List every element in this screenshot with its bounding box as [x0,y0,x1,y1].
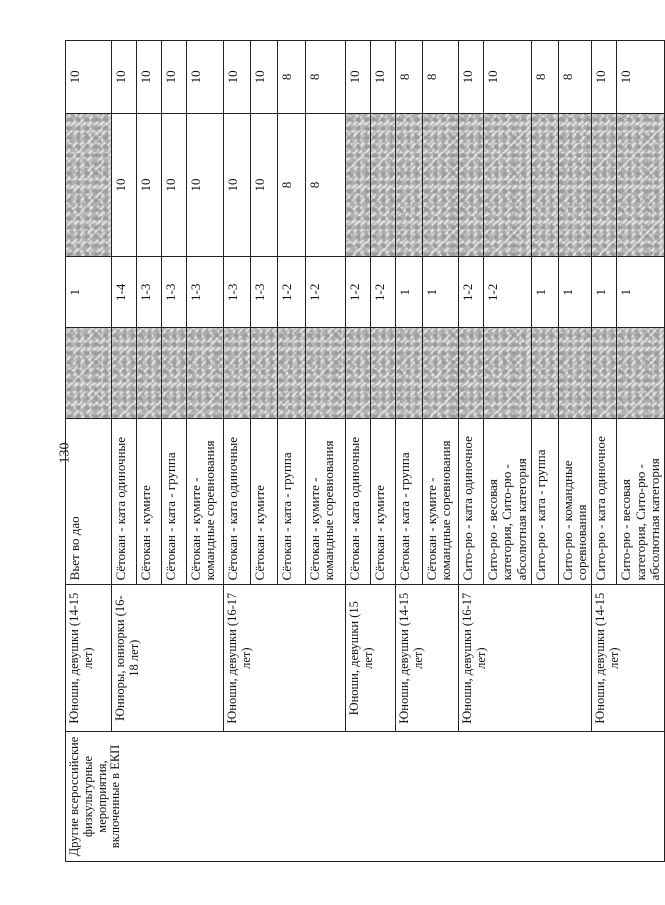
shaded-cell [484,328,532,419]
age-group-cell: Юниоры, юниорки (16-18 лет) [112,585,224,732]
count-cell: 8 [278,113,306,257]
places-cell: 1 [558,257,592,328]
shaded-cell [112,328,137,419]
places-cell: 1-2 [459,257,484,328]
shaded-cell [558,328,592,419]
shaded-cell [617,328,665,419]
discipline-cell: Сито-рю - ката одиночное [592,419,617,585]
total-cell: 8 [423,41,459,114]
shaded-cell [459,328,484,419]
age-group-cell: Юноши, девушки (16-17 лет) [459,585,592,732]
total-cell: 10 [617,41,665,114]
shaded-cell [396,328,423,419]
shaded-cell [66,328,112,419]
shaded-cell [592,328,617,419]
count-cell: 10 [187,113,224,257]
discipline-cell: Сётокан - кумите - командные соревнования [187,419,224,585]
discipline-cell: Сётокан - ката - группа [162,419,187,585]
places-cell: 1-2 [484,257,532,328]
places-cell: 1-2 [371,257,396,328]
discipline-cell: Сётокан - ката одиночные [224,419,251,585]
total-cell: 8 [396,41,423,114]
age-group-cell: Юноши, девушки (14-15 лет) [592,585,665,732]
places-cell: 1 [66,257,112,328]
count-cell [396,113,423,257]
discipline-cell: Сётокан - ката одиночные [112,419,137,585]
count-cell [459,113,484,257]
shaded-cell [187,328,224,419]
places-cell: 1 [617,257,665,328]
places-cell: 1 [592,257,617,328]
total-cell: 8 [531,41,558,114]
total-cell: 10 [187,41,224,114]
age-group-cell: Юноши, девушки (14-15 лет) [66,585,112,732]
count-cell: 10 [224,113,251,257]
count-cell [592,113,617,257]
discipline-cell: Сётокан - кумите - командные соревнования [306,419,346,585]
discipline-cell: Сётокан - ката одиночные [346,419,371,585]
schedule-table-rotated [65,40,663,862]
total-cell: 10 [112,41,137,114]
count-cell [346,113,371,257]
discipline-cell: Сётокан - кумите [137,419,162,585]
count-cell [423,113,459,257]
shaded-cell [306,328,346,419]
total-cell: 10 [137,41,162,114]
total-cell: 10 [224,41,251,114]
places-cell: 1-2 [346,257,371,328]
page-number: 130 [57,442,72,464]
discipline-cell: Сито-рю - весовая категория, Сито-рю - абсолютная категория [617,419,665,585]
count-cell: 8 [306,113,346,257]
shaded-cell [224,328,251,419]
shaded-cell [423,328,459,419]
age-group-cell: Юноши, девушки (16-17 лет) [224,585,346,732]
shaded-cell [251,328,278,419]
total-cell: 8 [306,41,346,114]
total-cell: 10 [592,41,617,114]
total-cell: 10 [346,41,371,114]
places-cell: 1-2 [278,257,306,328]
event-level-cell: Другие всероссийские физкультурные мероприятия, включенные в ЕКП [66,731,665,861]
discipline-cell: Сётокан - ката - группа [396,419,423,585]
discipline-cell: Сито-рю - ката - группа [531,419,558,585]
total-cell: 8 [278,41,306,114]
places-cell: 1-4 [112,257,137,328]
schedule-table [65,40,665,862]
count-cell: 10 [251,113,278,257]
total-cell: 8 [558,41,592,114]
count-cell [617,113,665,257]
places-cell: 1-2 [306,257,346,328]
count-cell [558,113,592,257]
table-row [66,41,112,862]
count-cell [66,113,112,257]
shaded-cell [278,328,306,419]
places-cell: 1-3 [137,257,162,328]
discipline-cell: Вьет во дао [66,419,112,585]
total-cell: 10 [251,41,278,114]
shaded-cell [346,328,371,419]
count-cell [531,113,558,257]
age-group-cell: Юноши, девушки (14-15 лет) [396,585,459,732]
shaded-cell [137,328,162,419]
shaded-cell [371,328,396,419]
discipline-cell: Сито-рю - весовая категория, Сито-рю - абсолютная категория [484,419,532,585]
age-group-cell: Юноши, девушки (15 лет) [346,585,396,732]
total-cell: 10 [66,41,112,114]
total-cell: 10 [371,41,396,114]
shaded-cell [531,328,558,419]
places-cell: 1-3 [224,257,251,328]
places-cell: 1 [531,257,558,328]
places-cell: 1 [396,257,423,328]
total-cell: 10 [484,41,532,114]
discipline-cell: Сётокан - кумите [251,419,278,585]
discipline-cell: Сётокан - кумите - командные соревнования [423,419,459,585]
places-cell: 1-3 [162,257,187,328]
total-cell: 10 [459,41,484,114]
count-cell: 10 [137,113,162,257]
discipline-cell: Сито-рю - командные соревнования [558,419,592,585]
discipline-cell: Сётокан - кумите [371,419,396,585]
count-cell [484,113,532,257]
places-cell: 1 [423,257,459,328]
places-cell: 1-3 [187,257,224,328]
discipline-cell: Сито-рю - ката одиночное [459,419,484,585]
discipline-cell: Сётокан - ката - группа [278,419,306,585]
count-cell [371,113,396,257]
count-cell: 10 [112,113,137,257]
total-cell: 10 [162,41,187,114]
shaded-cell [162,328,187,419]
count-cell: 10 [162,113,187,257]
places-cell: 1-3 [251,257,278,328]
